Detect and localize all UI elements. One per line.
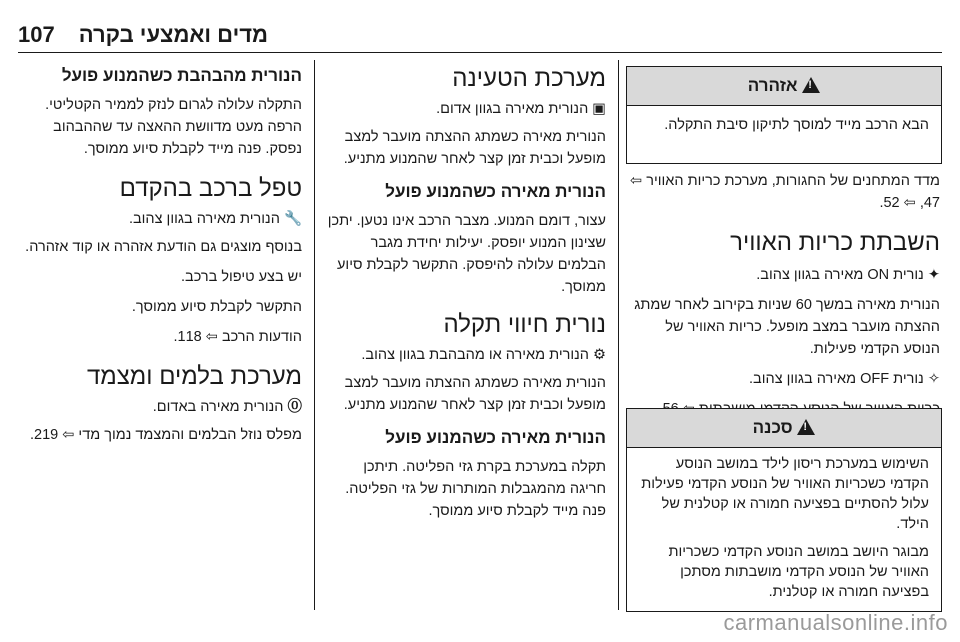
warning-box-header: [627, 67, 941, 106]
malfunction-light-desc: הנורית מאירה כשמתג ההצתה מועבר למצב מופעל וכבית זמן קצר לאחר שהמנוע מתניע.: [343, 375, 606, 413]
page-header: [0, 0, 960, 56]
watermark: carmanualsonline.info: [723, 610, 948, 635]
airbag-off-icon: ✧: [927, 371, 940, 387]
danger-box-title: סכנה: [752, 418, 793, 437]
airbag-deactivation-heading: השבתת כריות האוויר: [730, 229, 940, 256]
brake-fluid-text: מפלס נוזל הבלמים והמצמד נמוך מדי ⇦ 219.: [29, 427, 302, 443]
danger-box: [626, 408, 942, 612]
battery-icon: ▣: [592, 101, 606, 117]
flashing-engine-running-text: התקלה עלולה לגרום לנזק לממיר הקטליטי. הרפה מעט מדוושת ההאצה עד שההבהוב נפסק. פנה מייד לקבלת סיוע ממוסך.: [45, 97, 302, 157]
malfunction-engine-running-heading: הנורית מאירה כשהמנוע פועל: [385, 428, 606, 447]
vehicle-messages-ref: הודעות הרכב ⇦ 118.: [173, 329, 302, 345]
right-intro: מדד המתחנים של החגורות, מערכת כריות האוויר ⇦ 47, ⇦ 52.: [630, 173, 940, 211]
airbag-on-line: נורית ON מאירה בגוון צהוב.: [756, 267, 924, 283]
warning-triangle-icon: [797, 419, 815, 435]
warning-box-title: אזהרה: [747, 76, 798, 95]
airbag-off-line: נורית OFF מאירה בגוון צהוב.: [749, 371, 924, 387]
malfunction-light-color: הנורית מאירה או מהבהבת בגוון צהוב.: [361, 347, 589, 363]
service-message-text: בנוסף מוצגים גם הודעת אזהרה או קוד אזהרה.: [25, 239, 302, 255]
page-title: מדים ואמצעי בקרה: [78, 22, 268, 47]
malfunction-engine-running-text: תקלה במערכת בקרת גזי הפליטה. תיתכן חריגה מהמגבלות המותרות של גזי הפליטה. פנה מייד לקבלת סיוע ממוסך.: [345, 459, 606, 519]
column-divider-right: [618, 60, 619, 610]
left-column: [20, 64, 302, 446]
page-number: 107: [18, 22, 55, 47]
wrench-car-icon: 🔧: [283, 211, 302, 227]
airbag-on-desc: הנורית מאירה במשך 60 שניות בקירוב לאחר שמתג ההצתה מועבר במצב מופעל. כריות האוויר של הנוסע הקדמי פעילות.: [634, 297, 940, 357]
service-vehicle-heading: טפל ברכב בהקדם: [119, 175, 302, 202]
column-divider-left: [314, 60, 315, 610]
danger-box-header: [627, 409, 941, 448]
charging-light-desc: הנורית מאירה כשמתג ההצתה מועבר למצב מופעל וכבית זמן קצר לאחר שהמנוע מתניע.: [343, 129, 606, 167]
charging-light-color: הנורית מאירה בגוון אדום.: [436, 101, 589, 117]
danger-box-p2: מבוגר היושב במושב הנוסע הקדמי כשכריות האוויר של הנוסע הקדמי מושבתות מסתכן בפציעה חמורה או קטלנית.: [668, 544, 929, 600]
airbag-on-icon: ✦: [927, 267, 940, 283]
warning-triangle-icon: [802, 77, 820, 93]
brake-warning-icon: ⓪: [287, 399, 302, 415]
flashing-engine-running-heading: הנורית מהבהבת כשהמנוע פועל: [61, 66, 302, 85]
charging-engine-running-heading: הנורית מאירה כשהמנוע פועל: [385, 182, 606, 201]
middle-column: [326, 64, 606, 522]
warning-box-text: הבא הרכב מייד למוסך לתיקון סיבת התקלה.: [664, 117, 929, 133]
brake-light-color: הנורית מאירה באדום.: [152, 399, 284, 415]
danger-box-p1: השימוש במערכת ריסון לילד במושב הנוסע הקדמי כשכריות האוויר של הנוסע הקדמי פעילות עלול להסתיים בפציעה חמורה או קטלנית של הילד.: [641, 456, 929, 532]
service-needed-text: יש בצע טיפול ברכב.: [181, 269, 302, 285]
charging-system-heading: מערכת הטעינה: [452, 65, 606, 92]
header-rule: [18, 52, 942, 53]
malfunction-indicator-heading: נורית חיווי תקלה: [443, 311, 606, 338]
service-light-color: הנורית מאירה בגוון צהוב.: [128, 211, 280, 227]
charging-engine-running-text: עצור, דומם המנוע. מצבר הרכב אינו נטען. יתכן שצינון המנוע יופסק. יעילות יחידת מגבר הבלמים עלולה להיפסק. התקשר לקבלת סיוע ממוסך.: [327, 213, 606, 295]
brake-clutch-heading: מערכת בלמים ומצמד: [86, 363, 302, 390]
service-contact-text: התקשר לקבלת סיוע ממוסך.: [131, 299, 302, 315]
warning-box: [626, 66, 942, 164]
engine-check-icon: ⚙: [593, 347, 606, 363]
